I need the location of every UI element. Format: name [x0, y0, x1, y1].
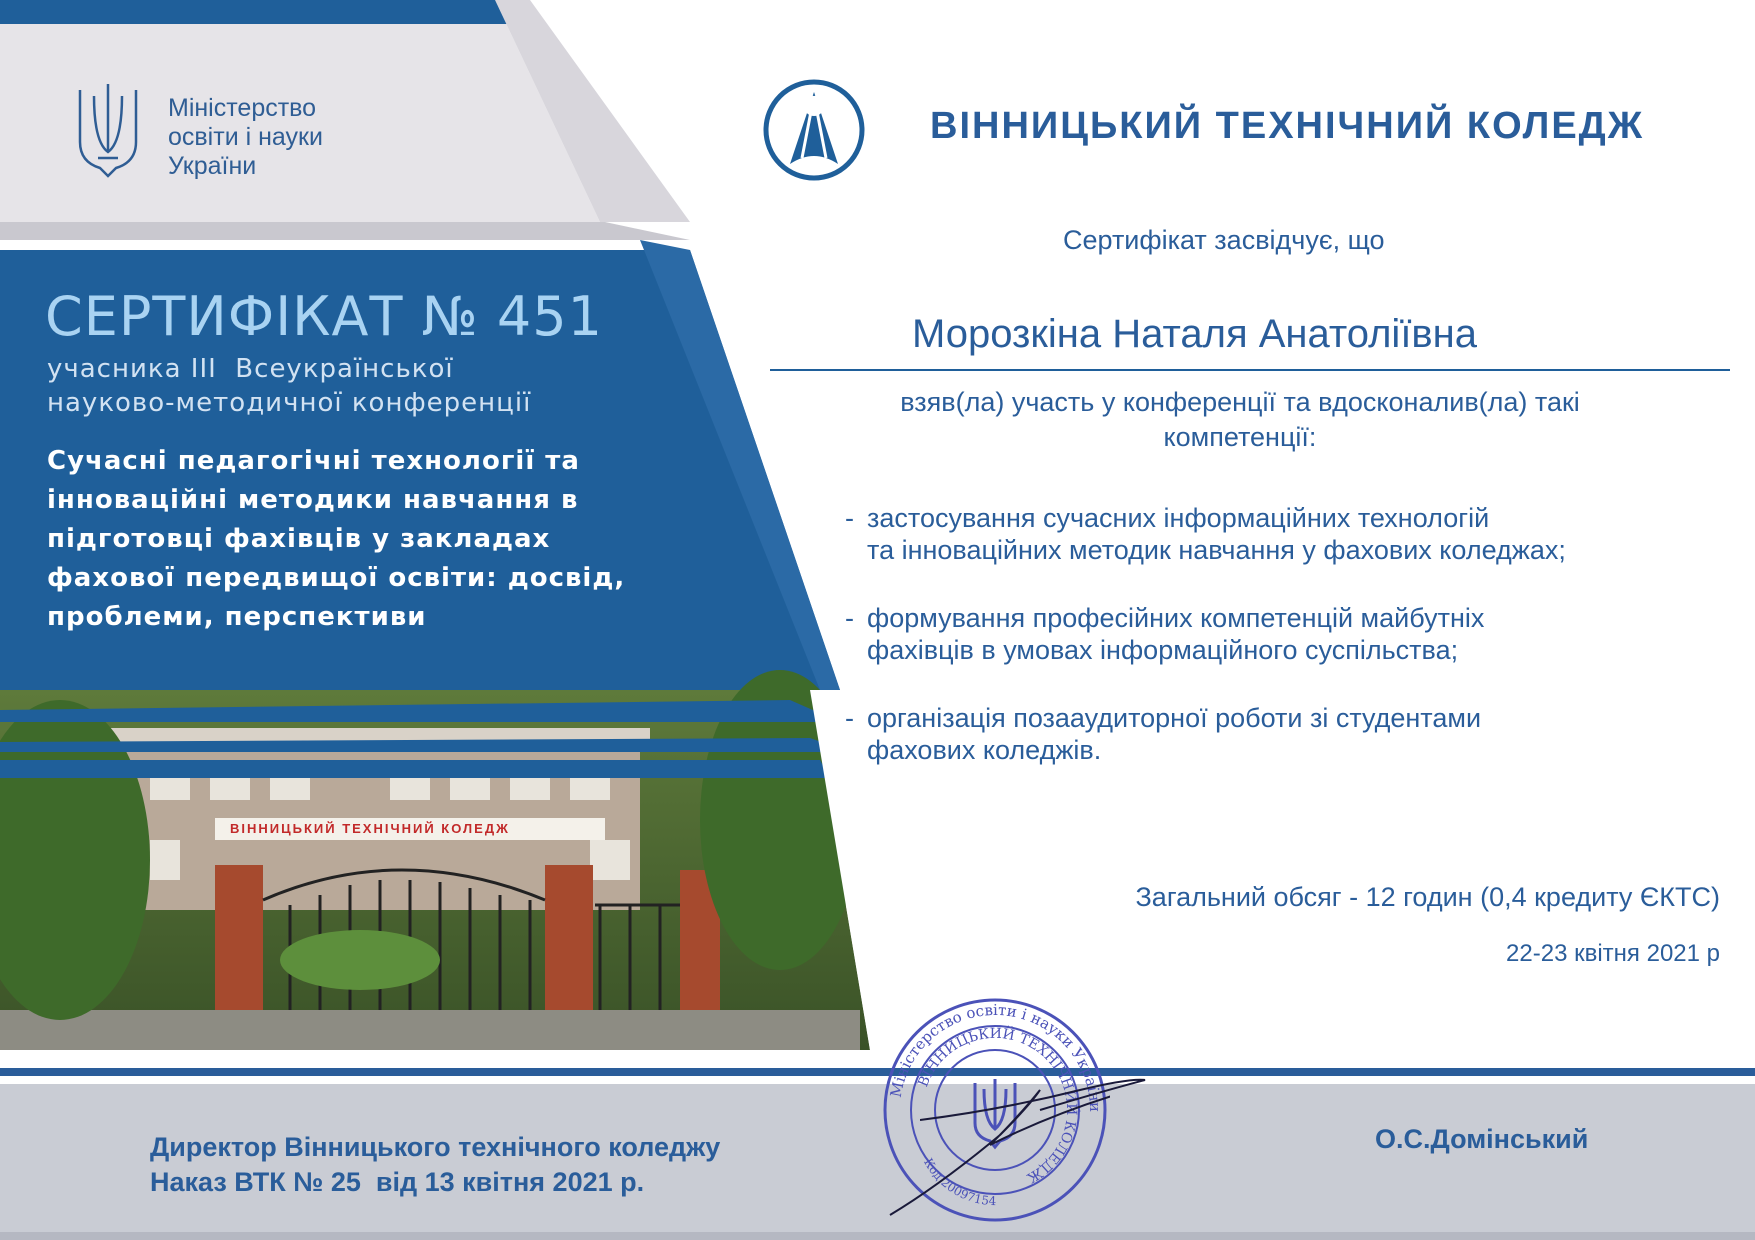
- participation-line-2: компетенції:: [1163, 422, 1317, 452]
- subtitle-line-2: науково-методичної конференції: [47, 388, 532, 418]
- subtitle-line-1: учасника III Всеукраїнської: [47, 354, 454, 384]
- ministry-name: [168, 94, 323, 181]
- director-title: Директор Вінницького технічного коледжу: [150, 1132, 721, 1162]
- certificate-subtitle: [47, 352, 531, 420]
- ministry-line-2: освіти і науки: [168, 123, 323, 151]
- competency-item: - організація позааудиторної роботи зі студентами фахових коледжів.: [845, 703, 1482, 765]
- competency-item: - формування професійних компетенцій майбутніх фахівців в умовах інформаційного суспільства;: [845, 603, 1485, 665]
- footer-stripe: [0, 1068, 1755, 1076]
- college-name: ВІННИЦЬКИЙ ТЕХНІЧНИЙ КОЛЕДЖ: [930, 105, 1645, 147]
- participation-statement: [800, 385, 1680, 455]
- ministry-line-3: України: [168, 152, 257, 180]
- topic-line-2: інноваційні методики навчання в: [47, 485, 579, 515]
- signer-name: О.С.Домінський: [1375, 1124, 1589, 1154]
- competency-item: - застосування сучасних інформаційних технологій та інноваційних методик навчання у фахових коледжах;: [845, 503, 1566, 565]
- stamp-outer-text: Міністерство освіти і науки України: [886, 1000, 1105, 1113]
- stamp-code-text: Код 20097154: [920, 1155, 997, 1209]
- competency-line: організація позааудиторної роботи зі студентами: [867, 703, 1482, 733]
- director-info: [150, 1130, 720, 1200]
- competency-line: застосування сучасних інформаційних технологій: [867, 503, 1490, 533]
- conference-topic: [47, 442, 625, 637]
- blue-stripe-3: [0, 760, 830, 778]
- college-logo-icon: [762, 78, 866, 182]
- signature-flourish: [920, 1070, 1150, 1130]
- topic-line-5: проблеми, перспективи: [47, 602, 427, 632]
- competency-line: фахівців в умовах інформаційного суспільства;: [867, 635, 1459, 665]
- certificate-intro: Сертифікат засвідчує, що: [1063, 225, 1385, 255]
- light-band: [0, 222, 690, 240]
- competency-line: фахових коледжів.: [867, 735, 1102, 765]
- competency-line: та інноваційних методик навчання у фахових коледжах;: [867, 535, 1566, 565]
- topic-line-3: підготовці фахівців у закладах: [47, 524, 551, 554]
- top-blue-stripe: [0, 0, 535, 24]
- topic-line-1: Сучасні педагогічні технології та: [47, 446, 580, 476]
- course-volume: Загальний обсяг - 12 годин (0,4 кредиту ЄКТС): [1135, 882, 1720, 912]
- topic-line-4: фахової передвищої освіти: досвід,: [47, 563, 626, 593]
- certificate-title: СЕРТИФІКАТ № 451: [45, 285, 604, 348]
- competency-line: формування професійних компетенцій майбутніх: [867, 603, 1485, 633]
- trident-icon: [76, 82, 140, 178]
- photo-sign-text: ВІННИЦЬКИЙ ТЕХНІЧНИЙ КОЛЕДЖ: [230, 821, 510, 836]
- conference-date: 22-23 квітня 2021 р: [1506, 940, 1720, 967]
- stamp-inner-text: ВІННИЦЬКИЙ ТЕХНІЧНИЙ КОЛЕДЖ: [915, 1025, 1080, 1186]
- recipient-name: Морозкіна Наталя Анатоліївна: [912, 312, 1478, 356]
- ministry-line-1: Міністерство: [168, 94, 317, 122]
- footer-bottom-stripe: [0, 1232, 1755, 1240]
- pavement: [0, 1010, 860, 1050]
- order-reference: Наказ ВТК № 25 від 13 квітня 2021 р.: [150, 1167, 645, 1197]
- participation-line-1: взяв(ла) участь у конференції та вдосконалив(ла) такі: [900, 387, 1580, 417]
